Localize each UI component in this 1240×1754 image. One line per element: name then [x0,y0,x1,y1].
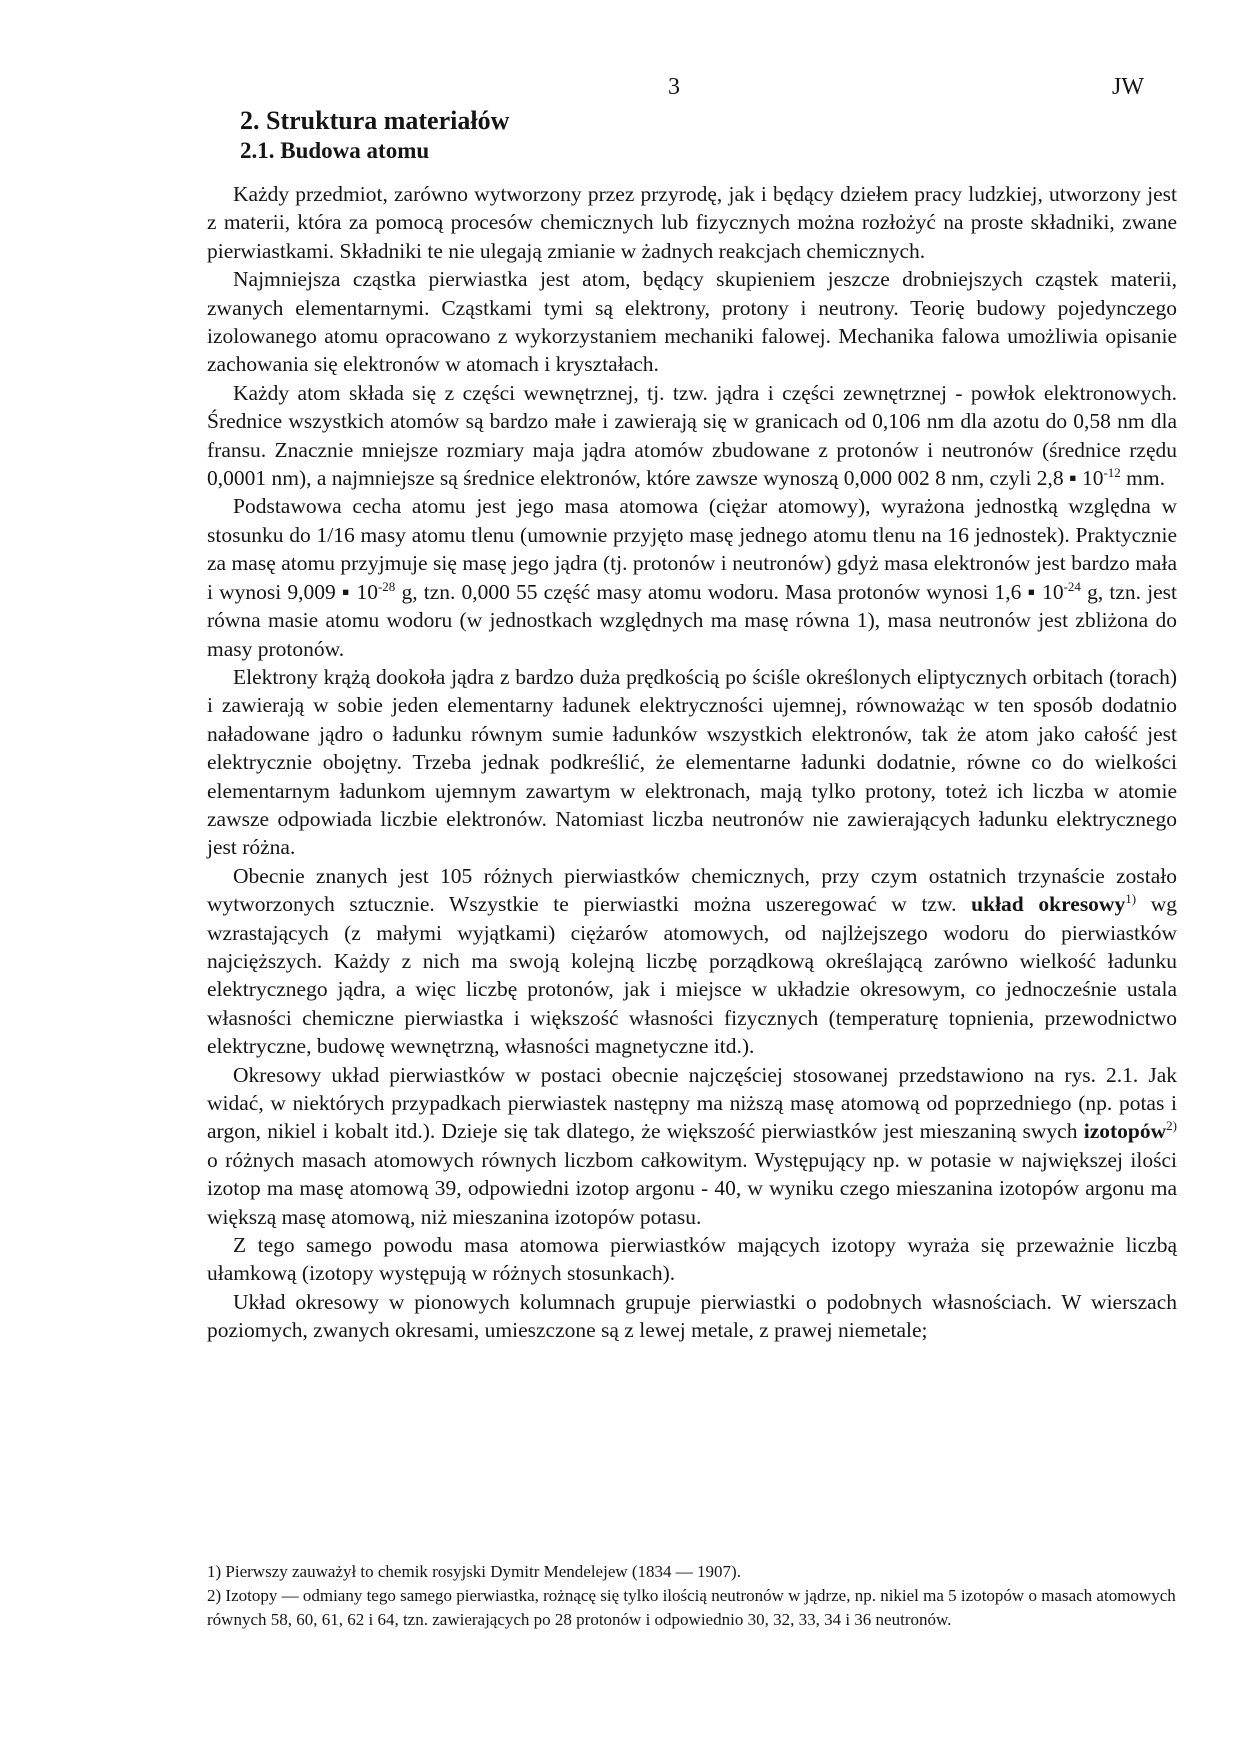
term-isotopes: izotopów [1083,1119,1167,1144]
exponent: -24 [1063,578,1081,594]
section-title: 2. Struktura materiałów [240,106,510,135]
paragraph-6-text-a: Obecnie znanych jest 105 różnych pierwiastków chemicznych, przy czym ostatnich trzynaście zostało wytworzonych sztucznie. Wszystkie te pierwiastki można uszeregować w tzw. [207,863,1177,917]
paragraph-3-tail: mm. [1120,466,1165,491]
footnote-2: 2) Izotopy — odmiany tego samego pierwiastka, rożnącę się tylko ilością neutronów w jądrze, np. nikiel ma 5 izotopów o masach atomowych równych 58, 60, 61, 62 i 64, tzn. zawierających po 28 protonów i odpowiednio 30, 32, 33, 34 i 36 neutronów. [207,1586,1176,1629]
paragraph-7 [207,1061,1177,1231]
subsection-title: 2.1. Budowa atomu [240,138,430,163]
paragraph-4-text-b: g, tzn. 0,000 55 część masy atomu wodoru. Masa protonów wynosi 1,6 ▪ 10 [395,579,1064,604]
footnote-1: 1) Pierwszy zauważył to chemik rosyjski Dymitr Mendelejew (1834 — 1907). [207,1562,741,1581]
paragraph-9: Układ okresowy w pionowych kolumnach grupuje pierwiastki o podobnych własnościach. W wierszach poziomych, zwanych okresami, umieszczone są z lewej metale, z prawej niemetale; [207,1289,1177,1343]
footnote-ref-2: 2) [1166,1118,1177,1134]
paragraph-5: Elektrony krążą dookoła jądra z bardzo duża prędkością po ściśle określonych eliptycznych orbitach (torach) i zawierają w sobie jeden elementarny ładunek elektryczności ujemnej, równoważąc w ten sposób dodatnio naładowane jądro o ładunku równym sumie ładunków wszystkich elektronów, tak że atom jako całość jest elektrycznie obojętny. Trzeba jednak podkreślić, że elementarne ładunki dodatnie, równe co do wielkości elementarnym ładunkom ujemnym zawartym w elektronach, mają tylko protony, toteż ich liczba w atomie zawsze odpowiada liczbie elektronów. Natomiast liczba neutronów nie zawierających ładunku elektrycznego jest różna. [207,664,1177,860]
exponent: -12 [1103,464,1121,480]
footnotes [207,1560,1177,1632]
author-initials: JW [1112,74,1144,100]
paragraph-6-text-b: wg wzrastających (z małymi wyjątkami) ciężarów atomowych, od najlżejszego wodoru do pierwiastków najcięższych. Każdy z nich ma swoją kolejną liczbę porządkową określającą zarówno wielkość ładunku elektrycznego jądra, a więc liczbę protonów, jak i miejsce w układzie okresowym, co jednocześnie ustala własności chemiczne pierwiastka i większość własności fizycznych (temperaturę topnienia, przewodnictwo elektryczne, budowę wewnętrzną, własności magnetyczne itd.). [207,892,1177,1059]
paragraph-4 [207,492,1177,662]
exponent: -28 [377,578,396,594]
paragraph-3-text: Każdy atom składa się z części wewnętrznej, tj. tzw. jądra i części zewnętrznej - powłok elektronowych. Średnice wszystkich atomów są bardzo małe i zawierają się w granicach od 0,106 nm dla azotu do 0,58 nm dla fransu. Znacznie mniejsze rozmiary maja jądra atomów zbudowane z protonów i neutronów (średnice rzędu 0,0001 nm), a najmniejsze są średnice elektronów, które zawsze wynoszą 0,000 002 8 nm, czyli 2,8 ▪ 10 [207,380,1177,491]
paragraph-8: Z tego samego powodu masa atomowa pierwiastków mających izotopy wyraża się przeważnie liczbą ułamkową (izotopy występują w różnych stosunkach). [207,1233,1177,1286]
page-number: 3 [668,74,680,100]
paragraph-6 [207,862,1177,1061]
paragraph-7-text-a: Okresowy układ pierwiastków w postaci obecnie najczęściej stosowanej przedstawiono na rys. 2.1. Jak widać, w niektórych przypadkach pierwiastek następny ma niższą masę atomową od poprzedniego (np. potas i argon, nikiel i kobalt itd.). Dzieje się tak dlatego, że większość pierwiastków jest mieszaniną swych [207,1062,1177,1144]
paragraph-4-text-a: Podstawowa cecha atomu jest jego masa atomowa (ciężar atomowy), wyrażona jednostką względna w stosunku do 1/16 masy atomu tlenu (umownie przyjęto masę jednego atomu tlenu na 16 jednostek). Praktycznie za masę atomu przyjmuje się masę jego jądra (tj. protonów i neutronów) gdyż masa elektronów jest bardzo mała i wynosi 9,009 ▪ 10 [207,494,1177,604]
paragraph-3 [207,379,1177,493]
term-periodic-table: układ okresowy [971,892,1126,917]
paragraph-2: Najmniejsza cząstka pierwiastka jest atom, będący skupieniem jeszcze drobniejszych cząstek materii, zwanych elementarnymi. Cząstkami tymi są elektrony, protony i neutrony. Teorię budowy pojedynczego izolowanego atomu opracowano z wykorzystaniem mechaniki falowej. Mechanika falowa umożliwia opisanie zachowania się elektronów w atomach i kryształach. [207,267,1177,377]
paragraph-1: Każdy przedmiot, zarówno wytworzony przez przyrodę, jak i będący dziełem pracy ludzkiej, utworzony jest z materii, która za pomocą procesów chemicznych lub fizycznych można rozłożyć na proste składniki, zwane pierwiastkami. Składniki te nie ulegają zmianie w żadnych reakcjach chemicznych. [207,182,1177,263]
paragraph-4-text-c: g, tzn. jest równa masie atomu wodoru (w jednostkach względnych ma masę równa 1), masa neutronów jest zbliżona do masy protonów. [207,579,1177,661]
body-text [207,180,1177,1345]
footnote-ref-1: 1) [1125,891,1137,906]
paragraph-7-text-b: o różnych masach atomowych równych liczbom całkowitym. Występujący np. w potasie w największej ilości izotop ma masę atomową 39, odpowiedni izotop argonu - 40, w wyniku czego mieszanina izotopów argonu ma większą masę atomową, niż mieszanina izotopów potasu. [207,1147,1177,1229]
